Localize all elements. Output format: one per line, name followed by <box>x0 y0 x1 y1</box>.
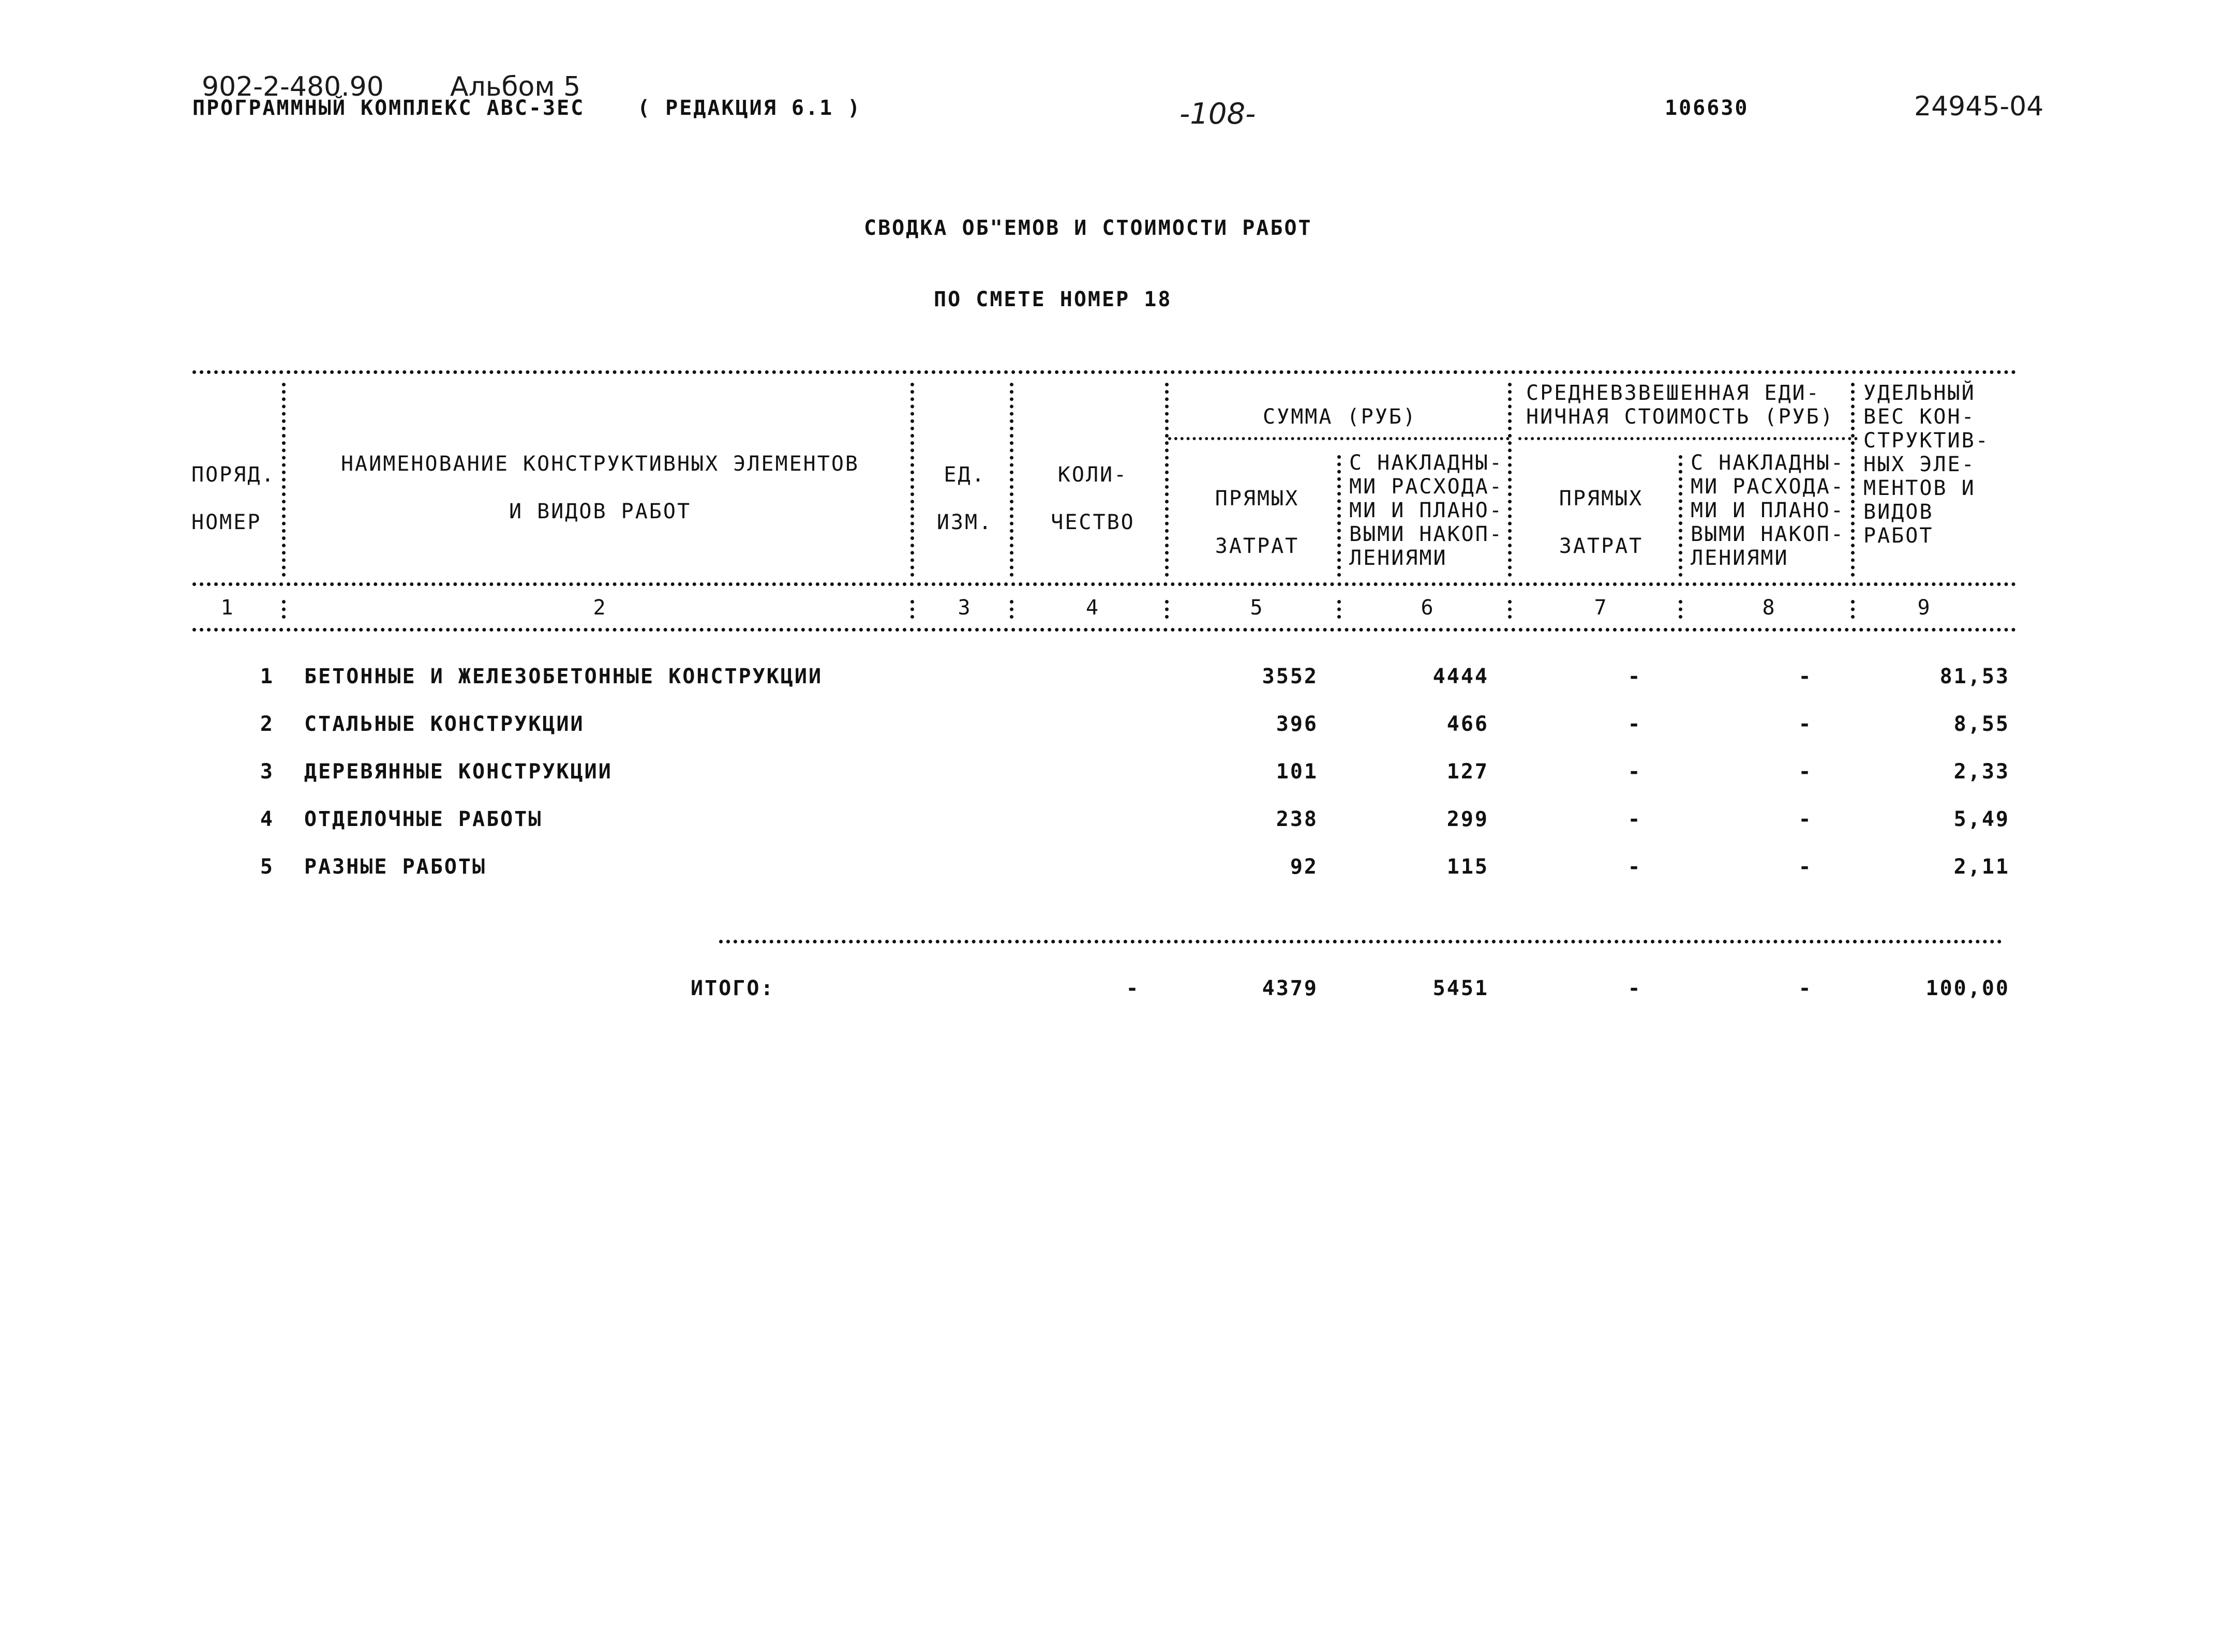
row-avg-direct: - <box>1627 855 1642 879</box>
header-share: УДЕЛЬНЫЙ ВЕС КОН- СТРУКТИВ- НЫХ ЭЛЕ- МЕНТОВ И ВИДОВ РАБОТ <box>1863 381 1990 548</box>
row-share: 8,55 <box>1953 712 2010 736</box>
col-sep <box>1508 600 1522 619</box>
program-title: ПРОГРАММНЫЙ КОМПЛЕКС АВС-3ЕС <box>192 96 585 120</box>
row-overhead-sum: 299 <box>1446 807 1489 831</box>
total-overhead-sum: 5451 <box>1432 977 1489 1000</box>
sum-group-rule <box>1168 437 1510 440</box>
document-number: 106630 <box>1665 96 1749 120</box>
page-number: -108- <box>1179 97 1256 131</box>
row-avg-overhead: - <box>1798 807 1813 831</box>
total-direct-sum: 4379 <box>1262 977 1318 1000</box>
column-number: 4 <box>1085 596 1100 620</box>
row-number: 1 <box>260 665 274 688</box>
row-name: СТАЛЬНЫЕ КОНСТРУКЦИИ <box>304 712 585 736</box>
row-avg-direct: - <box>1627 760 1642 784</box>
table-top-rule <box>192 370 2017 374</box>
header-name-line1: НАИМЕНОВАНИЕ КОНСТРУКТИВНЫХ ЭЛЕМЕНТОВ <box>340 452 860 476</box>
row-name: ОТДЕЛОЧНЫЕ РАБОТЫ <box>304 807 543 831</box>
header-bottom-rule <box>192 582 2017 586</box>
col-sep <box>1165 600 1179 619</box>
col-sep <box>1337 600 1351 619</box>
avg-group-rule <box>1518 437 1858 440</box>
column-number-rule <box>192 628 2017 632</box>
col-sep <box>1165 383 1179 577</box>
header-quantity: КОЛИ- ЧЕСТВО <box>1051 463 1135 534</box>
total-rule <box>719 940 2002 943</box>
total-label: ИТОГО: <box>691 977 775 1000</box>
column-number: 3 <box>958 596 972 620</box>
total-avg-overhead: - <box>1798 977 1813 1000</box>
row-avg-overhead: - <box>1798 760 1813 784</box>
row-share: 81,53 <box>1939 665 2010 688</box>
column-number: 2 <box>593 596 607 620</box>
row-avg-direct: - <box>1627 712 1642 736</box>
column-number: 7 <box>1594 596 1608 620</box>
col-sep <box>282 383 296 577</box>
col-sep <box>1010 383 1024 577</box>
header-name-line2: И ВИДОВ РАБОТ <box>509 500 692 523</box>
header-sum-group: СУММА (РУБ) <box>1263 405 1417 429</box>
column-number: 1 <box>220 596 235 620</box>
sheet-code: 24945-04 <box>1914 91 2044 122</box>
total-share: 100,00 <box>1925 977 2010 1000</box>
row-number: 2 <box>260 712 274 736</box>
estimate-number: ПО СМЕТЕ НОМЕР 18 <box>934 288 1172 311</box>
col-sep <box>1010 600 1024 619</box>
edition-label: ( РЕДАКЦИЯ 6.1 ) <box>637 96 862 120</box>
column-number: 5 <box>1250 596 1264 620</box>
row-avg-direct: - <box>1627 665 1642 688</box>
row-share: 2,33 <box>1953 760 2010 784</box>
row-avg-overhead: - <box>1798 855 1813 879</box>
header-avg-group: СРЕДНЕВЗВЕШЕННАЯ ЕДИ- НИЧНАЯ СТОИМОСТЬ (РУБ) <box>1526 381 1834 429</box>
col-sep <box>1851 383 1865 577</box>
row-direct-sum: 238 <box>1276 807 1318 831</box>
header-order-number: ПОРЯД. НОМЕР <box>191 463 276 534</box>
column-number: 8 <box>1762 596 1776 620</box>
column-number: 6 <box>1421 596 1435 620</box>
row-name: ДЕРЕВЯННЫЕ КОНСТРУКЦИИ <box>304 760 613 784</box>
row-overhead-sum: 466 <box>1446 712 1489 736</box>
stamp-album: Альбом 5 <box>450 71 581 102</box>
row-avg-direct: - <box>1627 807 1642 831</box>
header-unit: ЕД. ИЗМ. <box>936 463 993 534</box>
row-share: 2,11 <box>1953 855 2010 879</box>
col-sep <box>1679 600 1693 619</box>
row-avg-overhead: - <box>1798 712 1813 736</box>
header-avg-overhead: С НАКЛАДНЫ- МИ РАСХОДА- МИ И ПЛАНО- ВЫМИ НАКОП- ЛЕНИЯМИ <box>1691 451 1845 570</box>
row-avg-overhead: - <box>1798 665 1813 688</box>
column-number: 9 <box>1917 596 1932 620</box>
row-name: РАЗНЫЕ РАБОТЫ <box>304 855 487 879</box>
total-quantity: - <box>1126 977 1140 1000</box>
header-avg-direct: ПРЯМЫХ ЗАТРАТ <box>1559 487 1644 558</box>
row-number: 5 <box>260 855 274 879</box>
row-direct-sum: 3552 <box>1262 665 1318 688</box>
row-name: БЕТОННЫЕ И ЖЕЛЕЗОБЕТОННЫЕ КОНСТРУКЦИИ <box>304 665 823 688</box>
col-sep <box>910 600 924 619</box>
row-number: 3 <box>260 760 274 784</box>
row-overhead-sum: 115 <box>1446 855 1489 879</box>
col-sep <box>1508 383 1522 577</box>
row-share: 5,49 <box>1953 807 2010 831</box>
row-direct-sum: 101 <box>1276 760 1318 784</box>
row-overhead-sum: 127 <box>1446 760 1489 784</box>
row-number: 4 <box>260 807 274 831</box>
report-title: СВОДКА ОБ"ЕМОВ И СТОИМОСТИ РАБОТ <box>864 216 1312 240</box>
col-sep <box>910 383 924 577</box>
header-sum-overhead: С НАКЛАДНЫ- МИ РАСХОДА- МИ И ПЛАНО- ВЫМИ НАКОП- ЛЕНИЯМИ <box>1349 451 1503 570</box>
row-overhead-sum: 4444 <box>1432 665 1489 688</box>
stamp-project-number: 902-2-480.90 <box>202 71 384 102</box>
total-avg-direct: - <box>1627 977 1642 1000</box>
col-sep <box>282 600 296 619</box>
row-direct-sum: 92 <box>1290 855 1318 879</box>
header-sum-direct: ПРЯМЫХ ЗАТРАТ <box>1215 487 1300 558</box>
row-direct-sum: 396 <box>1276 712 1318 736</box>
